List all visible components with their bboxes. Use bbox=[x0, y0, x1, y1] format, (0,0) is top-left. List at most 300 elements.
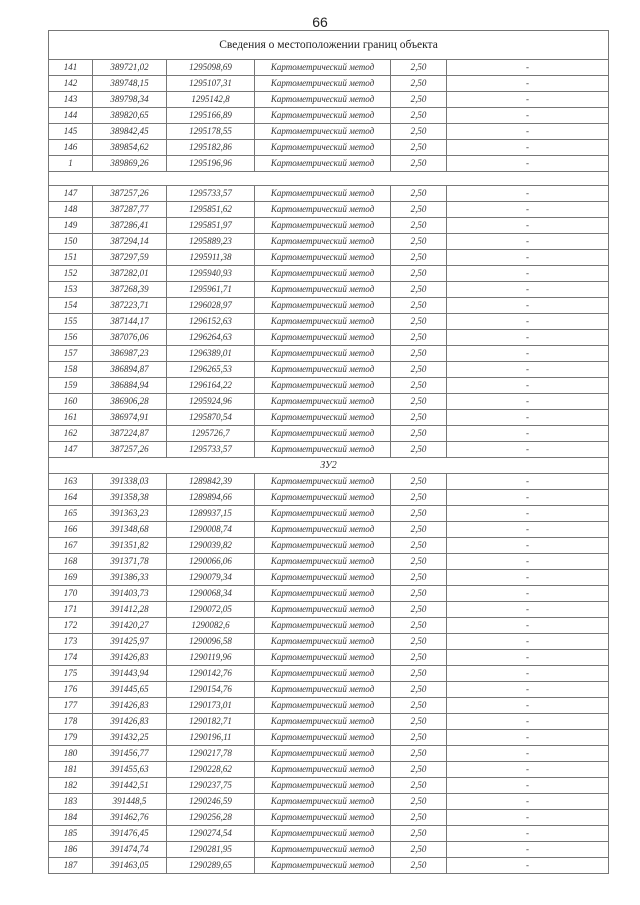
method-cell: Картометрический метод bbox=[255, 314, 391, 330]
method-cell: Картометрический метод bbox=[255, 730, 391, 746]
table-row bbox=[49, 538, 609, 554]
table-row bbox=[49, 60, 609, 76]
section-separator bbox=[49, 172, 609, 186]
point-number-cell: 147 bbox=[49, 442, 93, 458]
accuracy-cell: 2,50 bbox=[391, 810, 447, 826]
point-number-cell: 173 bbox=[49, 634, 93, 650]
table-row bbox=[49, 234, 609, 250]
y-coordinate-cell: 1290068,34 bbox=[167, 586, 255, 602]
table-row bbox=[49, 140, 609, 156]
accuracy-cell: 2,50 bbox=[391, 666, 447, 682]
point-number-cell: 141 bbox=[49, 60, 93, 76]
x-coordinate-cell: 387144,17 bbox=[93, 314, 167, 330]
accuracy-cell: 2,50 bbox=[391, 378, 447, 394]
method-cell: Картометрический метод bbox=[255, 426, 391, 442]
point-number-cell: 152 bbox=[49, 266, 93, 282]
description-cell: - bbox=[447, 234, 609, 250]
y-coordinate-cell: 1295911,38 bbox=[167, 250, 255, 266]
table-row bbox=[49, 698, 609, 714]
table-row bbox=[49, 76, 609, 92]
y-coordinate-cell: 1290274,54 bbox=[167, 826, 255, 842]
x-coordinate-cell: 389842,45 bbox=[93, 124, 167, 140]
table-row bbox=[49, 474, 609, 490]
x-coordinate-cell: 389854,62 bbox=[93, 140, 167, 156]
table-row bbox=[49, 108, 609, 124]
description-cell: - bbox=[447, 826, 609, 842]
table-row bbox=[49, 378, 609, 394]
y-coordinate-cell: 1290182,71 bbox=[167, 714, 255, 730]
x-coordinate-cell: 389748,15 bbox=[93, 76, 167, 92]
table-row bbox=[49, 346, 609, 362]
accuracy-cell: 2,50 bbox=[391, 266, 447, 282]
point-number-cell: 183 bbox=[49, 794, 93, 810]
description-cell: - bbox=[447, 570, 609, 586]
point-number-cell: 166 bbox=[49, 522, 93, 538]
table-title: Сведения о местоположении границ объекта bbox=[49, 31, 609, 60]
table-row bbox=[49, 762, 609, 778]
method-cell: Картометрический метод bbox=[255, 682, 391, 698]
method-cell: Картометрический метод bbox=[255, 570, 391, 586]
method-cell: Картометрический метод bbox=[255, 298, 391, 314]
x-coordinate-cell: 391351,82 bbox=[93, 538, 167, 554]
accuracy-cell: 2,50 bbox=[391, 698, 447, 714]
y-coordinate-cell: 1289937,15 bbox=[167, 506, 255, 522]
accuracy-cell: 2,50 bbox=[391, 618, 447, 634]
x-coordinate-cell: 391463,05 bbox=[93, 858, 167, 874]
accuracy-cell: 2,50 bbox=[391, 522, 447, 538]
y-coordinate-cell: 1290119,96 bbox=[167, 650, 255, 666]
accuracy-cell: 2,50 bbox=[391, 714, 447, 730]
description-cell: - bbox=[447, 124, 609, 140]
description-cell: - bbox=[447, 60, 609, 76]
description-cell: - bbox=[447, 698, 609, 714]
accuracy-cell: 2,50 bbox=[391, 410, 447, 426]
accuracy-cell: 2,50 bbox=[391, 108, 447, 124]
description-cell: - bbox=[447, 602, 609, 618]
method-cell: Картометрический метод bbox=[255, 410, 391, 426]
description-cell: - bbox=[447, 730, 609, 746]
point-number-cell: 182 bbox=[49, 778, 93, 794]
point-number-cell: 145 bbox=[49, 124, 93, 140]
method-cell: Картометрический метод bbox=[255, 474, 391, 490]
point-number-cell: 175 bbox=[49, 666, 93, 682]
method-cell: Картометрический метод bbox=[255, 810, 391, 826]
point-number-cell: 164 bbox=[49, 490, 93, 506]
table-row bbox=[49, 186, 609, 202]
accuracy-cell: 2,50 bbox=[391, 362, 447, 378]
accuracy-cell: 2,50 bbox=[391, 442, 447, 458]
accuracy-cell: 2,50 bbox=[391, 314, 447, 330]
x-coordinate-cell: 387294,14 bbox=[93, 234, 167, 250]
x-coordinate-cell: 391403,73 bbox=[93, 586, 167, 602]
table-row bbox=[49, 602, 609, 618]
description-cell: - bbox=[447, 666, 609, 682]
method-cell: Картометрический метод bbox=[255, 714, 391, 730]
table-row bbox=[49, 858, 609, 874]
description-cell: - bbox=[447, 554, 609, 570]
table-row bbox=[49, 730, 609, 746]
accuracy-cell: 2,50 bbox=[391, 234, 447, 250]
accuracy-cell: 2,50 bbox=[391, 202, 447, 218]
method-cell: Картометрический метод bbox=[255, 794, 391, 810]
y-coordinate-cell: 1290039,82 bbox=[167, 538, 255, 554]
table-row bbox=[49, 794, 609, 810]
point-number-cell: 169 bbox=[49, 570, 93, 586]
description-cell: - bbox=[447, 522, 609, 538]
description-cell: - bbox=[447, 586, 609, 602]
point-number-cell: 167 bbox=[49, 538, 93, 554]
x-coordinate-cell: 387286,41 bbox=[93, 218, 167, 234]
table-row bbox=[49, 778, 609, 794]
method-cell: Картометрический метод bbox=[255, 634, 391, 650]
table-row bbox=[49, 362, 609, 378]
point-number-cell: 174 bbox=[49, 650, 93, 666]
method-cell: Картометрический метод bbox=[255, 490, 391, 506]
x-coordinate-cell: 386884,94 bbox=[93, 378, 167, 394]
y-coordinate-cell: 1295196,96 bbox=[167, 156, 255, 172]
x-coordinate-cell: 386906,28 bbox=[93, 394, 167, 410]
method-cell: Картометрический метод bbox=[255, 554, 391, 570]
x-coordinate-cell: 391412,28 bbox=[93, 602, 167, 618]
accuracy-cell: 2,50 bbox=[391, 826, 447, 842]
x-coordinate-cell: 391476,45 bbox=[93, 826, 167, 842]
table-row bbox=[49, 394, 609, 410]
method-cell: Картометрический метод bbox=[255, 538, 391, 554]
accuracy-cell: 2,50 bbox=[391, 250, 447, 266]
point-number-cell: 149 bbox=[49, 218, 93, 234]
point-number-cell: 180 bbox=[49, 746, 93, 762]
point-number-cell: 158 bbox=[49, 362, 93, 378]
x-coordinate-cell: 391474,74 bbox=[93, 842, 167, 858]
x-coordinate-cell: 389820,65 bbox=[93, 108, 167, 124]
table-row bbox=[49, 522, 609, 538]
accuracy-cell: 2,50 bbox=[391, 634, 447, 650]
x-coordinate-cell: 391371,78 bbox=[93, 554, 167, 570]
description-cell: - bbox=[447, 218, 609, 234]
x-coordinate-cell: 391448,5 bbox=[93, 794, 167, 810]
method-cell: Картометрический метод bbox=[255, 218, 391, 234]
point-number-cell: 176 bbox=[49, 682, 93, 698]
table-row bbox=[49, 826, 609, 842]
accuracy-cell: 2,50 bbox=[391, 282, 447, 298]
y-coordinate-cell: 1290289,65 bbox=[167, 858, 255, 874]
y-coordinate-cell: 1290008,74 bbox=[167, 522, 255, 538]
table-row bbox=[49, 666, 609, 682]
y-coordinate-cell: 1290066,06 bbox=[167, 554, 255, 570]
y-coordinate-cell: 1290237,75 bbox=[167, 778, 255, 794]
point-number-cell: 177 bbox=[49, 698, 93, 714]
x-coordinate-cell: 387224,87 bbox=[93, 426, 167, 442]
method-cell: Картометрический метод bbox=[255, 858, 391, 874]
y-coordinate-cell: 1290246,59 bbox=[167, 794, 255, 810]
method-cell: Картометрический метод bbox=[255, 250, 391, 266]
table-row bbox=[49, 156, 609, 172]
accuracy-cell: 2,50 bbox=[391, 794, 447, 810]
y-coordinate-cell: 1295961,71 bbox=[167, 282, 255, 298]
x-coordinate-cell: 386987,23 bbox=[93, 346, 167, 362]
y-coordinate-cell: 1295940,93 bbox=[167, 266, 255, 282]
description-cell: - bbox=[447, 650, 609, 666]
y-coordinate-cell: 1290173,01 bbox=[167, 698, 255, 714]
table-row bbox=[49, 714, 609, 730]
point-number-cell: 157 bbox=[49, 346, 93, 362]
x-coordinate-cell: 387268,39 bbox=[93, 282, 167, 298]
table-row bbox=[49, 490, 609, 506]
method-cell: Картометрический метод bbox=[255, 282, 391, 298]
y-coordinate-cell: 1296265,53 bbox=[167, 362, 255, 378]
method-cell: Картометрический метод bbox=[255, 140, 391, 156]
y-coordinate-cell: 1289894,66 bbox=[167, 490, 255, 506]
description-cell: - bbox=[447, 298, 609, 314]
description-cell: - bbox=[447, 330, 609, 346]
table-row bbox=[49, 650, 609, 666]
y-coordinate-cell: 1295733,57 bbox=[167, 442, 255, 458]
x-coordinate-cell: 391348,68 bbox=[93, 522, 167, 538]
accuracy-cell: 2,50 bbox=[391, 778, 447, 794]
method-cell: Картометрический метод bbox=[255, 108, 391, 124]
table-row bbox=[49, 330, 609, 346]
description-cell: - bbox=[447, 314, 609, 330]
section-header-row bbox=[49, 458, 609, 474]
x-coordinate-cell: 391426,83 bbox=[93, 650, 167, 666]
y-coordinate-cell: 1290079,34 bbox=[167, 570, 255, 586]
method-cell: Картометрический метод bbox=[255, 746, 391, 762]
point-number-cell: 184 bbox=[49, 810, 93, 826]
description-cell: - bbox=[447, 76, 609, 92]
accuracy-cell: 2,50 bbox=[391, 746, 447, 762]
page-number: 66 bbox=[312, 14, 328, 30]
accuracy-cell: 2,50 bbox=[391, 218, 447, 234]
point-number-cell: 187 bbox=[49, 858, 93, 874]
method-cell: Картометрический метод bbox=[255, 92, 391, 108]
y-coordinate-cell: 1290082,6 bbox=[167, 618, 255, 634]
point-number-cell: 161 bbox=[49, 410, 93, 426]
point-number-cell: 148 bbox=[49, 202, 93, 218]
accuracy-cell: 2,50 bbox=[391, 394, 447, 410]
description-cell: - bbox=[447, 506, 609, 522]
x-coordinate-cell: 386974,91 bbox=[93, 410, 167, 426]
point-number-cell: 179 bbox=[49, 730, 93, 746]
y-coordinate-cell: 1296264,63 bbox=[167, 330, 255, 346]
point-number-cell: 160 bbox=[49, 394, 93, 410]
accuracy-cell: 2,50 bbox=[391, 330, 447, 346]
description-cell: - bbox=[447, 410, 609, 426]
x-coordinate-cell: 391432,25 bbox=[93, 730, 167, 746]
description-cell: - bbox=[447, 618, 609, 634]
accuracy-cell: 2,50 bbox=[391, 570, 447, 586]
description-cell: - bbox=[447, 778, 609, 794]
x-coordinate-cell: 391426,83 bbox=[93, 698, 167, 714]
method-cell: Картометрический метод bbox=[255, 202, 391, 218]
description-cell: - bbox=[447, 490, 609, 506]
x-coordinate-cell: 391456,77 bbox=[93, 746, 167, 762]
y-coordinate-cell: 1295166,89 bbox=[167, 108, 255, 124]
point-number-cell: 178 bbox=[49, 714, 93, 730]
method-cell: Картометрический метод bbox=[255, 186, 391, 202]
description-cell: - bbox=[447, 186, 609, 202]
table-row bbox=[49, 682, 609, 698]
y-coordinate-cell: 1295098,69 bbox=[167, 60, 255, 76]
table-row bbox=[49, 746, 609, 762]
point-number-cell: 162 bbox=[49, 426, 93, 442]
point-number-cell: 146 bbox=[49, 140, 93, 156]
accuracy-cell: 2,50 bbox=[391, 554, 447, 570]
x-coordinate-cell: 391420,27 bbox=[93, 618, 167, 634]
description-cell: - bbox=[447, 378, 609, 394]
accuracy-cell: 2,50 bbox=[391, 60, 447, 76]
method-cell: Картометрический метод bbox=[255, 124, 391, 140]
x-coordinate-cell: 387257,26 bbox=[93, 442, 167, 458]
x-coordinate-cell: 386894,87 bbox=[93, 362, 167, 378]
method-cell: Картометрический метод bbox=[255, 156, 391, 172]
y-coordinate-cell: 1290228,62 bbox=[167, 762, 255, 778]
y-coordinate-cell: 1295851,97 bbox=[167, 218, 255, 234]
table-row bbox=[49, 202, 609, 218]
description-cell: - bbox=[447, 634, 609, 650]
description-cell: - bbox=[447, 682, 609, 698]
description-cell: - bbox=[447, 140, 609, 156]
x-coordinate-cell: 387076,06 bbox=[93, 330, 167, 346]
method-cell: Картометрический метод bbox=[255, 602, 391, 618]
accuracy-cell: 2,50 bbox=[391, 92, 447, 108]
accuracy-cell: 2,50 bbox=[391, 538, 447, 554]
description-cell: - bbox=[447, 442, 609, 458]
table-row bbox=[49, 442, 609, 458]
section-label: ЗУ2 bbox=[49, 458, 609, 474]
point-number-cell: 147 bbox=[49, 186, 93, 202]
method-cell: Картометрический метод bbox=[255, 778, 391, 794]
table-row bbox=[49, 570, 609, 586]
method-cell: Картометрический метод bbox=[255, 60, 391, 76]
y-coordinate-cell: 1295851,62 bbox=[167, 202, 255, 218]
accuracy-cell: 2,50 bbox=[391, 762, 447, 778]
point-number-cell: 142 bbox=[49, 76, 93, 92]
y-coordinate-cell: 1295870,54 bbox=[167, 410, 255, 426]
point-number-cell: 144 bbox=[49, 108, 93, 124]
x-coordinate-cell: 391338,03 bbox=[93, 474, 167, 490]
accuracy-cell: 2,50 bbox=[391, 506, 447, 522]
x-coordinate-cell: 389869,26 bbox=[93, 156, 167, 172]
accuracy-cell: 2,50 bbox=[391, 474, 447, 490]
x-coordinate-cell: 391386,33 bbox=[93, 570, 167, 586]
table-row bbox=[49, 282, 609, 298]
description-cell: - bbox=[447, 762, 609, 778]
table-row bbox=[49, 266, 609, 282]
accuracy-cell: 2,50 bbox=[391, 298, 447, 314]
table-title-row bbox=[49, 31, 609, 60]
description-cell: - bbox=[447, 156, 609, 172]
x-coordinate-cell: 387297,59 bbox=[93, 250, 167, 266]
accuracy-cell: 2,50 bbox=[391, 426, 447, 442]
y-coordinate-cell: 1296164,22 bbox=[167, 378, 255, 394]
method-cell: Картометрический метод bbox=[255, 330, 391, 346]
y-coordinate-cell: 1295142,8 bbox=[167, 92, 255, 108]
x-coordinate-cell: 391455,63 bbox=[93, 762, 167, 778]
point-number-cell: 171 bbox=[49, 602, 93, 618]
method-cell: Картометрический метод bbox=[255, 618, 391, 634]
point-number-cell: 143 bbox=[49, 92, 93, 108]
accuracy-cell: 2,50 bbox=[391, 76, 447, 92]
description-cell: - bbox=[447, 810, 609, 826]
table-row bbox=[49, 426, 609, 442]
y-coordinate-cell: 1296389,01 bbox=[167, 346, 255, 362]
point-number-cell: 155 bbox=[49, 314, 93, 330]
x-coordinate-cell: 389721,02 bbox=[93, 60, 167, 76]
y-coordinate-cell: 1295178,55 bbox=[167, 124, 255, 140]
accuracy-cell: 2,50 bbox=[391, 858, 447, 874]
point-number-cell: 151 bbox=[49, 250, 93, 266]
description-cell: - bbox=[447, 250, 609, 266]
accuracy-cell: 2,50 bbox=[391, 140, 447, 156]
point-number-cell: 159 bbox=[49, 378, 93, 394]
x-coordinate-cell: 387223,71 bbox=[93, 298, 167, 314]
table-row bbox=[49, 586, 609, 602]
description-cell: - bbox=[447, 842, 609, 858]
point-number-cell: 181 bbox=[49, 762, 93, 778]
y-coordinate-cell: 1295924,96 bbox=[167, 394, 255, 410]
point-number-cell: 168 bbox=[49, 554, 93, 570]
table-row bbox=[49, 506, 609, 522]
y-coordinate-cell: 1296152,63 bbox=[167, 314, 255, 330]
point-number-cell: 186 bbox=[49, 842, 93, 858]
y-coordinate-cell: 1295889,23 bbox=[167, 234, 255, 250]
x-coordinate-cell: 387287,77 bbox=[93, 202, 167, 218]
method-cell: Картометрический метод bbox=[255, 522, 391, 538]
x-coordinate-cell: 387282,01 bbox=[93, 266, 167, 282]
accuracy-cell: 2,50 bbox=[391, 124, 447, 140]
table-row bbox=[49, 410, 609, 426]
method-cell: Картометрический метод bbox=[255, 650, 391, 666]
y-coordinate-cell: 1289842,39 bbox=[167, 474, 255, 490]
method-cell: Картометрический метод bbox=[255, 842, 391, 858]
x-coordinate-cell: 389798,34 bbox=[93, 92, 167, 108]
y-coordinate-cell: 1295733,57 bbox=[167, 186, 255, 202]
description-cell: - bbox=[447, 108, 609, 124]
accuracy-cell: 2,50 bbox=[391, 346, 447, 362]
y-coordinate-cell: 1290072,05 bbox=[167, 602, 255, 618]
description-cell: - bbox=[447, 362, 609, 378]
description-cell: - bbox=[447, 92, 609, 108]
description-cell: - bbox=[447, 202, 609, 218]
point-number-cell: 163 bbox=[49, 474, 93, 490]
x-coordinate-cell: 391425,97 bbox=[93, 634, 167, 650]
description-cell: - bbox=[447, 474, 609, 490]
point-number-cell: 172 bbox=[49, 618, 93, 634]
point-number-cell: 170 bbox=[49, 586, 93, 602]
y-coordinate-cell: 1290142,76 bbox=[167, 666, 255, 682]
y-coordinate-cell: 1295182,86 bbox=[167, 140, 255, 156]
point-number-cell: 165 bbox=[49, 506, 93, 522]
accuracy-cell: 2,50 bbox=[391, 186, 447, 202]
description-cell: - bbox=[447, 714, 609, 730]
method-cell: Картометрический метод bbox=[255, 362, 391, 378]
method-cell: Картометрический метод bbox=[255, 378, 391, 394]
x-coordinate-cell: 391358,38 bbox=[93, 490, 167, 506]
point-number-cell: 1 bbox=[49, 156, 93, 172]
description-cell: - bbox=[447, 794, 609, 810]
y-coordinate-cell: 1296028,97 bbox=[167, 298, 255, 314]
accuracy-cell: 2,50 bbox=[391, 682, 447, 698]
method-cell: Картометрический метод bbox=[255, 666, 391, 682]
method-cell: Картометрический метод bbox=[255, 76, 391, 92]
description-cell: - bbox=[447, 266, 609, 282]
point-number-cell: 154 bbox=[49, 298, 93, 314]
y-coordinate-cell: 1290256,28 bbox=[167, 810, 255, 826]
description-cell: - bbox=[447, 346, 609, 362]
table-row bbox=[49, 92, 609, 108]
boundary-coordinates-table bbox=[48, 30, 609, 874]
description-cell: - bbox=[447, 746, 609, 762]
